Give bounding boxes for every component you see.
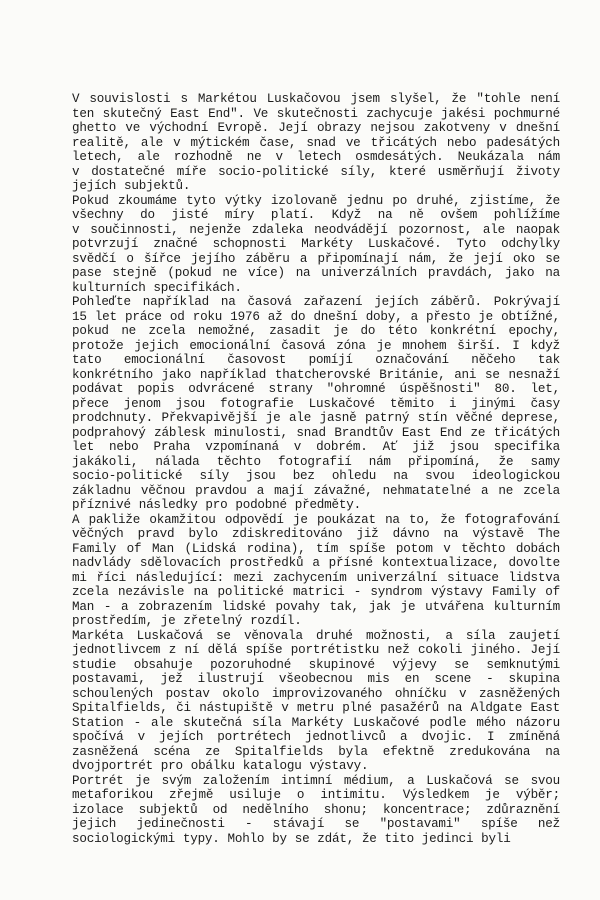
text-line: sociologickými typy. Mohlo by se zdát, že tito jedinci byli	[72, 831, 511, 846]
text-line: Pohleďte například na časová zařazení jejích záběrů. Pokrývají	[72, 295, 560, 309]
text-line: zcela nezávisle na politické matrici - syndrom výstavy Family of	[72, 585, 560, 599]
text-line: ghetto ve východní Evropě. Její obrazy nejsou zakotveny v dnešní	[72, 121, 560, 135]
text-line: dvojportrét pro obálku katalogu výstavy.	[72, 759, 369, 773]
text-line: konkrétního jako například thatcherovské Británie, ani se nesnaží	[72, 367, 560, 382]
text-line: metaforikou zřejmě usiluje o intimitu. Výsledkem je výběr;	[72, 788, 560, 802]
text-line: Markéta Luskačová se věnovala druhé možnosti, a síla zaujetí	[72, 628, 560, 643]
paragraph	[72, 194, 560, 296]
paragraph	[72, 774, 560, 847]
text-line: A pakliže okamžitou odpovědí je poukázat na to, že fotografování	[72, 512, 560, 527]
text-line: V souvislosti s Markétou Luskačovou jsem slyšel, že "tohle není	[72, 92, 560, 106]
text-line: nadvlády sdělovacích prostředků a přísné kontextualizace, dovolte	[72, 556, 560, 570]
text-line: ten skutečný East End". Ve skutečnosti zachycuje jakési pochmurné	[72, 106, 560, 121]
text-line: věčných pravd bylo zdiskreditováno již dávno na výstavě The	[72, 527, 560, 541]
text-line: Portrét je svým založením intimní médium, a Luskačová se svou	[72, 773, 560, 788]
text-line: studie obsahuje pozoruhodné skupinové výjevy se semknutými	[72, 657, 560, 672]
text-line: základnu věčnou pravdou a mají závažné, nehmatatelné a ne zcela	[72, 483, 560, 498]
text-line: protože jejich emocionální časová zóna je mnohem širší. I když	[72, 338, 560, 353]
text-line: Pokud zkoumáme tyto výtky izolovaně jednu po druhé, zjistíme, že	[72, 193, 560, 208]
text-line: jakákoli, nálada těchto fotografií nám připomíná, že samy	[72, 454, 560, 469]
text-line: postavami, jež ilustrují všeobecnou mis en scene - skupina	[72, 672, 560, 686]
paragraph	[72, 629, 560, 774]
text-line: příznivé následky pro podobné předměty.	[72, 498, 361, 512]
text-line: přece jenom jsou fotografie Luskačové těmito i jinými časy	[72, 396, 560, 411]
paragraph	[72, 513, 560, 629]
text-line: letech, ale rozhodně ne v letech osmdesátých. Neukázala nám	[72, 150, 560, 164]
text-line: zasněžená scéna ze Spitalfields byla efektně zredukována na	[72, 744, 560, 759]
paragraph	[72, 92, 560, 194]
text-line: mi říci následující: mezi zachycením univerzální situace lidstva	[72, 570, 560, 585]
text-line: spočívá v jejích portrétech jednotlivců a dvojic. I zmíněná	[72, 730, 560, 744]
text-line: Station - ale skutečná síla Markéty Luskačové podle mého názoru	[72, 715, 560, 730]
document-body	[72, 92, 560, 846]
text-line: izolace subjektů od nedělního shonu; koncentrace; zdůraznění	[72, 802, 560, 817]
text-line: v dostatečné míře socio-politické síly, které usměrňují životy	[72, 164, 560, 179]
text-line: potvrzují značné schopnosti Markéty Luskačové. Tyto odchylky	[72, 237, 560, 251]
text-line: podprahový záblesk minulosti, snad Brandtův East End ze třicátých	[72, 425, 560, 440]
text-line: jejích subjektů.	[72, 179, 191, 193]
text-line: pokud ne zcela nemožné, zasadit je do této konkrétní epochy,	[72, 324, 560, 338]
text-line: Man - a zobrazením lidské povahy tak, jak je utvářena kulturním	[72, 599, 560, 614]
text-line: tato emocionální časovost pomíjí označování něčeho tak	[72, 353, 560, 367]
text-line: pase stejně (pokud ne více) na univerzálních pravdách, jako na	[72, 266, 560, 280]
text-line: svědčí o šířce jejího záběru a připomínají nám, že její oko se	[72, 251, 560, 266]
text-line: prostředím, je zřetelný rozdíl.	[72, 614, 302, 628]
text-line: 15 let práce od roku 1976 až do dnešní doby, a přesto je obtížné,	[72, 309, 560, 324]
text-line: kulturních specifikách.	[72, 280, 242, 295]
text-line: Family of Man (Lidská rodina), tím spíše potom v těchto dobách	[72, 541, 560, 556]
text-line: jednotlivcem z ní dělá spíše portrétistku než cokoli jiného. Její	[72, 643, 560, 657]
text-line: schoulených postav okolo improvizovaného ohníčku v zasněžených	[72, 686, 560, 701]
text-line: v součinnosti, nejenže zdaleka neodvádějí pozornost, ale naopak	[72, 222, 560, 237]
text-line: jejich jedinečnosti - stávají se "postavami" spíše než	[72, 817, 560, 831]
text-line: Spitalfields, či nástupiště v metru plné pasažérů na Aldgate East	[72, 701, 560, 715]
text-line: prodchnuty. Překvapivější je ale jasně patrný stín věčné deprese,	[72, 411, 560, 425]
text-line: realitě, ale v mýtickém čase, snad ve třicátých nebo padesátých	[72, 135, 560, 150]
text-line: socio-politické síly jsou bez ohledu na svou ideologickou	[72, 469, 560, 483]
text-line: let nebo Praha vzpomínaná v dobrém. Ať již jsou specifika	[72, 440, 560, 454]
text-line: všechny do jisté míry platí. Když na ně ovšem pohlížíme	[72, 208, 560, 222]
paragraph	[72, 295, 560, 513]
text-line: podávat popis odvrácené strany "ohromné úspěšnosti" 80. let,	[72, 382, 560, 396]
